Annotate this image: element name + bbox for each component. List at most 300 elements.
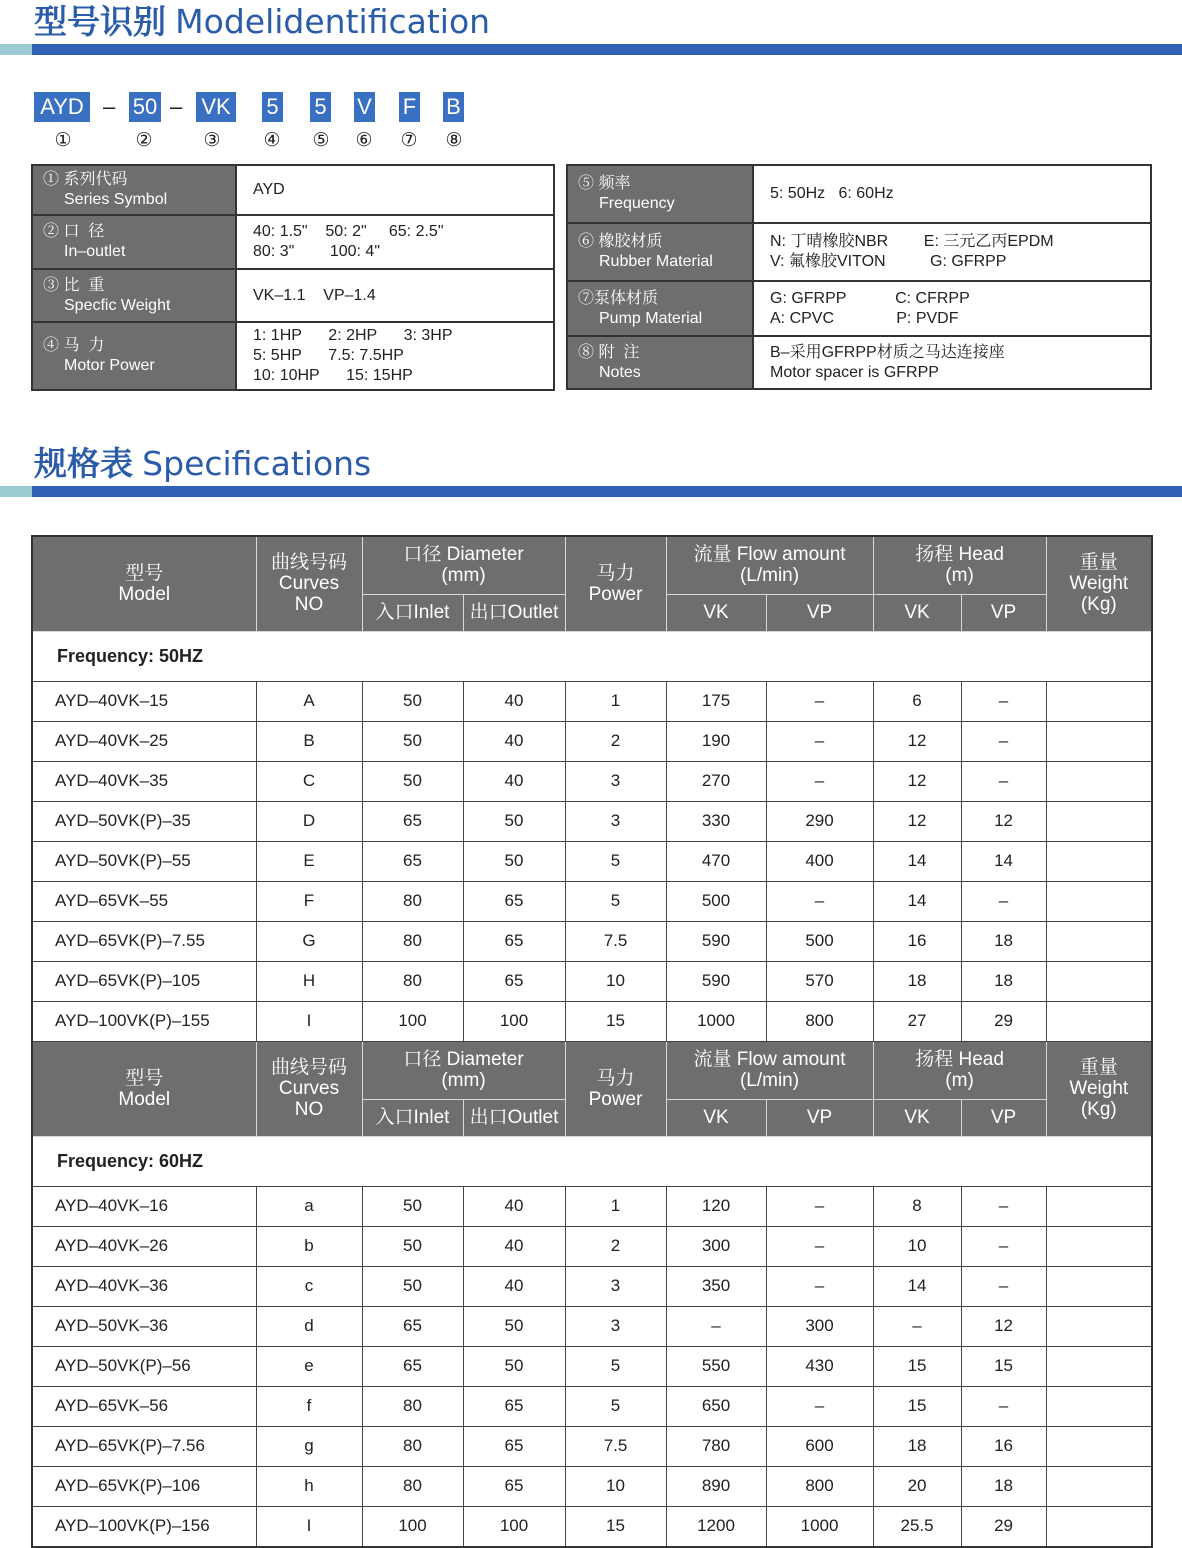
label-en: Series Symbol (64, 191, 168, 208)
table-cell: 50 (463, 1306, 565, 1346)
label-zh: ④ 马 力 (43, 337, 105, 354)
table-cell: – (873, 1306, 961, 1346)
table-cell: 5 (565, 841, 666, 881)
table-cell: 15 (565, 1506, 666, 1547)
table-cell: 80 (362, 1466, 463, 1506)
table-cell: 14 (873, 841, 961, 881)
table-cell (1046, 801, 1152, 841)
table-row (32, 1386, 1152, 1426)
label-en: Motor Power (64, 357, 155, 374)
label-en: In–outlet (64, 243, 126, 260)
table-cell: 12 (873, 801, 961, 841)
diameter-label: 口径 Diameter (403, 1049, 524, 1070)
flow-unit: (L/min) (739, 1070, 800, 1091)
table-cell: – (766, 881, 873, 921)
id-row (567, 281, 1151, 336)
table-cell (1046, 1306, 1152, 1346)
table-cell: 50 (463, 1346, 565, 1386)
table-cell: 15 (961, 1346, 1046, 1386)
table-cell: 18 (873, 961, 961, 1001)
inlet-label: 入口Inlet (375, 602, 450, 623)
id-value (753, 165, 1151, 223)
table-cell (1046, 1506, 1152, 1547)
id-label (32, 165, 236, 215)
value-line: N: 丁晴橡胶NBR E: 三元乙丙EPDM (770, 233, 1054, 250)
table-cell: h (256, 1466, 362, 1506)
label-zh: ⑥ 橡胶材质 (578, 233, 663, 250)
code-part-7: F (399, 92, 420, 122)
table-cell: 50 (362, 721, 463, 761)
table-cell: 5 (565, 881, 666, 921)
col-head-vp (961, 1099, 1046, 1136)
label-zh: ③ 比 重 (43, 276, 105, 294)
table-cell: 500 (766, 921, 873, 961)
table-cell: E (256, 841, 362, 881)
col-flow (666, 1041, 873, 1099)
id-value (236, 165, 554, 215)
outlet-label: 出口Outlet (469, 602, 559, 623)
table-cell: 15 (873, 1386, 961, 1426)
code-part-6: V (354, 92, 375, 122)
col-flow-vp (766, 594, 873, 631)
table-cell: AYD–50VK(P)–35 (32, 801, 256, 841)
table-cell: – (766, 761, 873, 801)
frequency-label: Frequency: 50HZ (32, 631, 1152, 681)
table-cell: 590 (666, 961, 766, 1001)
value-line: 40: 1.5" 50: 2" 65: 2.5" (253, 223, 444, 240)
title-en: Specifications (142, 444, 372, 483)
spec-table (31, 535, 1153, 1548)
table-cell: – (766, 1386, 873, 1426)
label-en: Pump Material (599, 309, 703, 327)
weight-en: Weight (1069, 573, 1129, 595)
table-cell: H (256, 961, 362, 1001)
table-cell: 800 (766, 1001, 873, 1041)
flow-label: 流量 Flow amount (693, 544, 846, 566)
table-cell: G (256, 921, 362, 961)
diameter-label: 口径 Diameter (403, 544, 524, 566)
id-value (753, 336, 1151, 389)
table-cell: 16 (961, 1426, 1046, 1466)
col-flow-vp (766, 1099, 873, 1136)
table-cell: 80 (362, 881, 463, 921)
table-cell: 65 (463, 921, 565, 961)
vp-label: VP (990, 1107, 1017, 1128)
table-cell: AYD–100VK(P)–156 (32, 1506, 256, 1547)
table-cell (1046, 1266, 1152, 1306)
table-cell: 570 (766, 961, 873, 1001)
model-en: Model (118, 583, 171, 605)
id-label (567, 281, 753, 336)
table-cell: – (961, 1386, 1046, 1426)
table-cell: 27 (873, 1001, 961, 1041)
col-inlet (362, 594, 463, 631)
table-cell: 3 (565, 1266, 666, 1306)
power-en: Power (588, 1088, 643, 1110)
code-index-5: ⑤ (312, 129, 330, 151)
vk-label: VK (703, 602, 729, 623)
label-en: Specfic Weight (64, 296, 171, 314)
table-cell: 18 (961, 961, 1046, 1001)
table-cell (1046, 1466, 1152, 1506)
col-flow-vk (666, 1099, 766, 1136)
table-cell: – (961, 721, 1046, 761)
value-line: VK–1.1 VP–1.4 (253, 286, 376, 304)
table-cell: 1000 (666, 1001, 766, 1041)
table-cell: 16 (873, 921, 961, 961)
table-cell: 14 (873, 881, 961, 921)
table-row (32, 1466, 1152, 1506)
col-inlet (362, 1099, 463, 1136)
table-cell: 100 (362, 1506, 463, 1547)
table-cell: 50 (463, 841, 565, 881)
table-cell (1046, 681, 1152, 721)
id-row (32, 322, 554, 390)
col-model (32, 1041, 256, 1136)
flow-label: 流量 Flow amount (693, 1049, 846, 1070)
diameter-unit: (mm) (441, 1070, 486, 1091)
table-cell: – (961, 1186, 1046, 1226)
table-cell: B (256, 721, 362, 761)
value-line: G: GFRPP C: CFRPP (770, 289, 970, 307)
col-head-vk (873, 1099, 961, 1136)
weight-en: Weight (1069, 1078, 1129, 1099)
frequency-row (32, 1136, 1152, 1186)
vp-label: VP (806, 1107, 833, 1128)
table-row (32, 801, 1152, 841)
curves-en: Curves (278, 1078, 340, 1099)
id-row (567, 165, 1151, 223)
table-cell: AYD–65VK(P)–106 (32, 1466, 256, 1506)
table-cell: 1200 (666, 1506, 766, 1547)
col-power (565, 1041, 666, 1136)
label-en: Rubber Material (599, 253, 713, 270)
table-cell: 5 (565, 1346, 666, 1386)
table-cell: f (256, 1386, 362, 1426)
code-index-7: ⑦ (400, 129, 418, 151)
table-cell: I (256, 1506, 362, 1547)
table-cell: 10 (873, 1226, 961, 1266)
table-cell: 40 (463, 1226, 565, 1266)
power-zh: 马力 (596, 1067, 635, 1089)
code-index-3: ③ (203, 129, 221, 151)
table-row (32, 1346, 1152, 1386)
table-cell: 29 (961, 1506, 1046, 1547)
table-cell: 780 (666, 1426, 766, 1466)
section-divider (0, 486, 1182, 497)
table-cell: 270 (666, 761, 766, 801)
frequency-label: Frequency: 60HZ (32, 1136, 1152, 1186)
table-cell: – (766, 681, 873, 721)
table-cell: 350 (666, 1266, 766, 1306)
table-cell: 12 (873, 761, 961, 801)
table-cell: 175 (666, 681, 766, 721)
table-cell: 65 (463, 1466, 565, 1506)
table-cell (1046, 1226, 1152, 1266)
id-row (567, 223, 1151, 281)
table-cell: 40 (463, 1186, 565, 1226)
section-title-model-id (34, 0, 490, 43)
table-cell: 12 (961, 801, 1046, 841)
table-cell: F (256, 881, 362, 921)
table-cell: 6 (873, 681, 961, 721)
table-row (32, 921, 1152, 961)
col-flow (666, 536, 873, 594)
table-cell: 430 (766, 1346, 873, 1386)
curves-en: Curves (278, 573, 340, 595)
power-zh: 马力 (596, 562, 635, 584)
table-cell: 14 (961, 841, 1046, 881)
table-cell: 40 (463, 721, 565, 761)
table-cell: A (256, 681, 362, 721)
value-line: Motor spacer is GFRPP (770, 363, 939, 381)
col-weight (1046, 536, 1152, 631)
label-en: Frequency (599, 195, 675, 212)
table-cell (1046, 1186, 1152, 1226)
table-cell: 50 (362, 1226, 463, 1266)
outlet-label: 出口Outlet (469, 1107, 559, 1128)
vp-label: VP (990, 602, 1017, 623)
table-cell: AYD–40VK–35 (32, 761, 256, 801)
curves-zh: 曲线号码 (270, 552, 347, 574)
table-cell: – (666, 1306, 766, 1346)
weight-zh: 重量 (1079, 1057, 1118, 1078)
code-index-6: ⑥ (355, 129, 373, 151)
table-row (32, 961, 1152, 1001)
table-cell: 50 (362, 681, 463, 721)
table-cell: c (256, 1266, 362, 1306)
id-row (32, 269, 554, 322)
curves-zh: 曲线号码 (270, 1057, 347, 1078)
title-en: Modelidentification (175, 2, 491, 41)
table-cell: 12 (961, 1306, 1046, 1346)
table-cell: 80 (362, 961, 463, 1001)
code-dash-2: – (170, 94, 183, 119)
table-cell: 10 (565, 1466, 666, 1506)
curves-no: NO (294, 1099, 324, 1120)
table-cell: AYD–40VK–25 (32, 721, 256, 761)
table-cell: 1 (565, 681, 666, 721)
code-part-4: 5 (262, 92, 283, 122)
inlet-label: 入口Inlet (375, 1107, 450, 1128)
table-row (32, 1001, 1152, 1041)
head-label: 扬程 Head (915, 544, 1004, 566)
table-cell: a (256, 1186, 362, 1226)
weight-zh: 重量 (1079, 552, 1118, 574)
table-cell: 40 (463, 681, 565, 721)
vk-label: VK (904, 1107, 930, 1128)
table-cell (1046, 961, 1152, 1001)
id-label (567, 336, 753, 389)
table-cell: 300 (766, 1306, 873, 1346)
table-cell: 3 (565, 801, 666, 841)
table-cell (1046, 1346, 1152, 1386)
code-part-5: 5 (310, 92, 331, 122)
table-row (32, 1426, 1152, 1466)
section-divider (0, 44, 1182, 55)
col-power (565, 536, 666, 631)
label-zh: ② 口 径 (43, 223, 105, 240)
value-line: B–采用GFRPP材质之马达连接座 (770, 343, 1005, 361)
table-cell: g (256, 1426, 362, 1466)
table-cell: 100 (463, 1001, 565, 1041)
col-head-vp (961, 594, 1046, 631)
table-cell (1046, 1386, 1152, 1426)
code-part-3: VK (196, 92, 236, 122)
label-zh: ⑦泵体材质 (578, 289, 659, 307)
table-cell: 50 (362, 1186, 463, 1226)
table-row (32, 1226, 1152, 1266)
table-row (32, 1306, 1152, 1346)
table-cell: 65 (362, 1306, 463, 1346)
table-cell: 65 (362, 1346, 463, 1386)
head-label: 扬程 Head (915, 1049, 1004, 1070)
col-head-vk (873, 594, 961, 631)
code-dash-1: – (103, 94, 116, 119)
table-cell: – (766, 1186, 873, 1226)
header-row (32, 536, 1152, 594)
vk-label: VK (904, 602, 930, 623)
table-cell: AYD–65VK(P)–7.55 (32, 921, 256, 961)
value-line: 5: 5HP 7.5: 7.5HP (253, 347, 404, 364)
table-row (32, 681, 1152, 721)
table-cell: AYD–50VK(P)–56 (32, 1346, 256, 1386)
table-cell (1046, 881, 1152, 921)
table-cell: 8 (873, 1186, 961, 1226)
table-cell: 18 (961, 921, 1046, 961)
table-cell: 40 (463, 761, 565, 801)
header-row (32, 1041, 1152, 1099)
id-value (753, 223, 1151, 281)
title-zh: 规格表 (34, 444, 133, 483)
table-cell: 330 (666, 801, 766, 841)
table-cell: – (961, 1226, 1046, 1266)
value-line: 80: 3" 100: 4" (253, 243, 380, 260)
table-cell: e (256, 1346, 362, 1386)
table-cell: D (256, 801, 362, 841)
table-cell: 470 (666, 841, 766, 881)
table-cell: AYD–40VK–16 (32, 1186, 256, 1226)
table-cell: b (256, 1226, 362, 1266)
col-head (873, 536, 1046, 594)
table-cell: I (256, 1001, 362, 1041)
col-outlet (463, 594, 565, 631)
id-value (236, 269, 554, 322)
id-label (32, 215, 236, 269)
col-flow-vk (666, 594, 766, 631)
table-cell: 65 (463, 961, 565, 1001)
head-unit: (m) (945, 1070, 974, 1091)
table-cell: 300 (666, 1226, 766, 1266)
table-cell: AYD–40VK–36 (32, 1266, 256, 1306)
id-value (753, 281, 1151, 336)
code-part-1: AYD (34, 92, 90, 122)
table-cell: 100 (463, 1506, 565, 1547)
id-row (32, 165, 554, 215)
table-row (32, 881, 1152, 921)
table-cell: 80 (362, 921, 463, 961)
table-cell: – (961, 681, 1046, 721)
value-line: V: 氟橡胶VITON G: GFRPP (770, 253, 1007, 270)
table-cell: 15 (873, 1346, 961, 1386)
table-cell: 10 (565, 961, 666, 1001)
head-unit: (m) (945, 565, 974, 587)
table-cell: d (256, 1306, 362, 1346)
table-cell: 25.5 (873, 1506, 961, 1547)
table-row (32, 721, 1152, 761)
table-cell: 20 (873, 1466, 961, 1506)
table-cell: 400 (766, 841, 873, 881)
col-diameter (362, 1041, 565, 1099)
table-row (32, 1186, 1152, 1226)
model-zh: 型号 (125, 562, 164, 584)
table-cell: 7.5 (565, 921, 666, 961)
table-cell: 590 (666, 921, 766, 961)
vp-label: VP (806, 602, 833, 623)
table-cell: 3 (565, 1306, 666, 1346)
code-index-1: ① (54, 129, 72, 151)
table-cell: AYD–65VK(P)–7.56 (32, 1426, 256, 1466)
table-cell: 18 (873, 1426, 961, 1466)
title-zh: 型号识别 (34, 2, 166, 41)
col-head (873, 1041, 1046, 1099)
col-curves (256, 1041, 362, 1136)
table-cell: AYD–100VK(P)–155 (32, 1001, 256, 1041)
table-cell: 290 (766, 801, 873, 841)
table-row (32, 1506, 1152, 1547)
table-cell: 650 (666, 1386, 766, 1426)
table-cell: 3 (565, 761, 666, 801)
table-cell: 65 (362, 841, 463, 881)
table-cell: 80 (362, 1426, 463, 1466)
value-line: A: CPVC P: PVDF (770, 309, 959, 327)
table-cell: AYD–40VK–15 (32, 681, 256, 721)
code-part-8: B (443, 92, 464, 122)
id-label (32, 269, 236, 322)
col-model (32, 536, 256, 631)
table-cell: AYD–65VK–55 (32, 881, 256, 921)
value-line: 5: 50Hz 6: 60Hz (770, 185, 894, 202)
table-cell: 18 (961, 1466, 1046, 1506)
table-row (32, 841, 1152, 881)
id-table-right (566, 164, 1152, 390)
table-cell: 65 (463, 1426, 565, 1466)
table-cell: 1000 (766, 1506, 873, 1547)
table-cell: AYD–40VK–26 (32, 1226, 256, 1266)
table-cell: AYD–65VK(P)–105 (32, 961, 256, 1001)
weight-unit: (Kg) (1080, 594, 1117, 616)
table-cell: 550 (666, 1346, 766, 1386)
code-part-2: 50 (129, 92, 161, 122)
table-cell (1046, 721, 1152, 761)
id-label (567, 165, 753, 223)
table-cell: – (961, 761, 1046, 801)
table-cell (1046, 761, 1152, 801)
table-cell: AYD–50VK–36 (32, 1306, 256, 1346)
table-cell: 14 (873, 1266, 961, 1306)
code-index-8: ⑧ (445, 129, 463, 151)
label-zh: ⑤ 频率 (578, 175, 631, 192)
id-label (567, 223, 753, 281)
id-value (236, 215, 554, 269)
table-cell: 5 (565, 1386, 666, 1426)
table-cell: 29 (961, 1001, 1046, 1041)
model-en: Model (118, 1088, 171, 1110)
code-index-4: ④ (263, 129, 281, 151)
table-cell (1046, 1426, 1152, 1466)
table-cell: – (766, 721, 873, 761)
table-cell: 15 (565, 1001, 666, 1041)
